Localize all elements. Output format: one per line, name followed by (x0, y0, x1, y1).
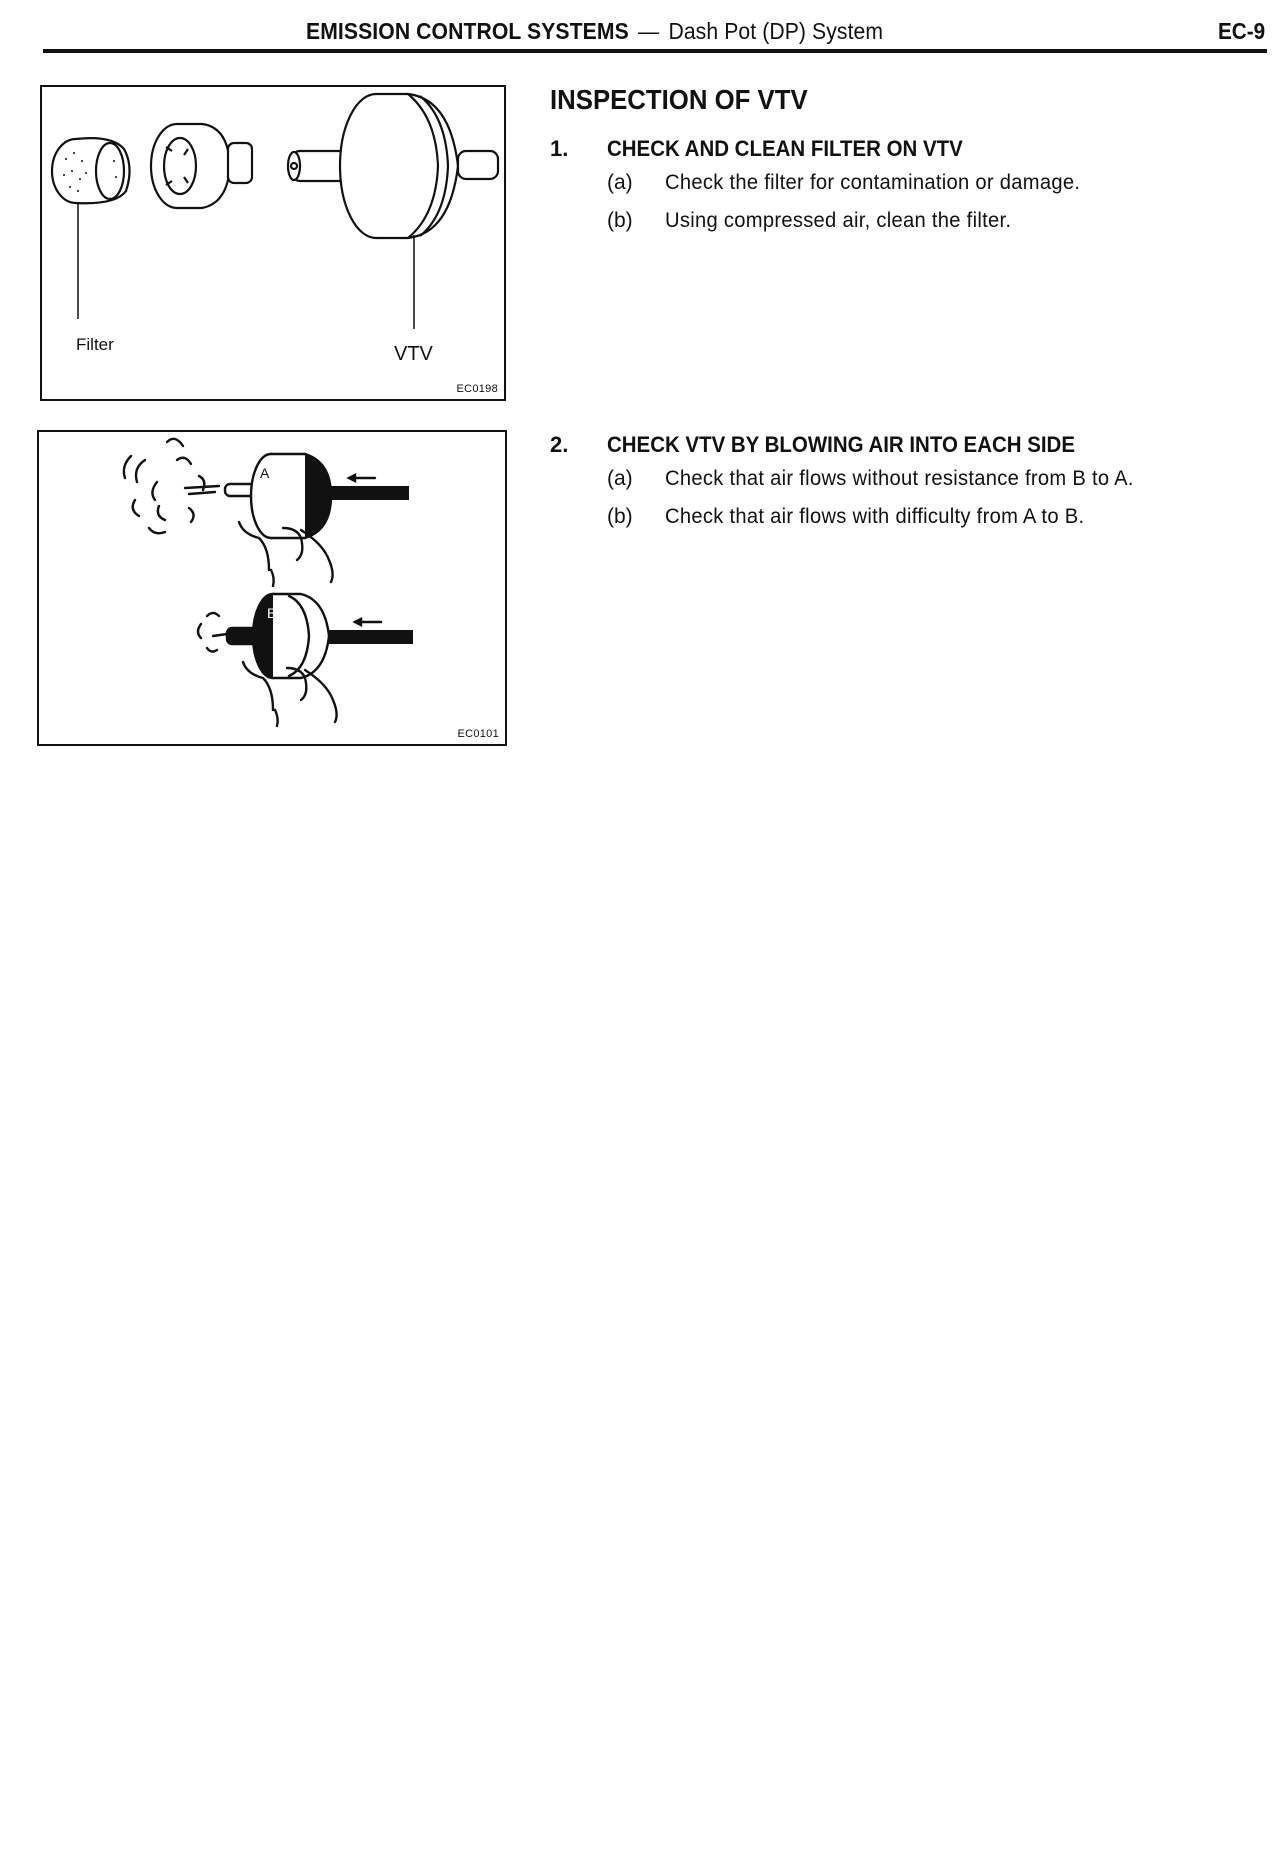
substep-text: Using compressed air, clean the filter. (665, 209, 1012, 232)
figure-filter-vtv (40, 85, 506, 401)
header-section: EMISSION CONTROL SYSTEMS (306, 18, 629, 44)
step-1 (550, 136, 1270, 240)
header-rule (43, 49, 1267, 53)
step-title: CHECK VTV BY BLOWING AIR INTO EACH SIDE (607, 432, 1075, 457)
side-a-label: A (260, 465, 270, 481)
substep (607, 202, 1270, 240)
step-number: 2. (550, 432, 569, 457)
blow-test-illustration (39, 432, 505, 744)
substep-text: Check the filter for contamination or damage. (665, 171, 1081, 194)
substep (607, 164, 1270, 202)
header-title (306, 18, 883, 45)
substep-text: Check that air flows without resistance from B to A. (665, 467, 1134, 490)
header-separator: — (637, 18, 660, 44)
header-subsection: Dash Pot (DP) System (668, 18, 884, 44)
substep (607, 460, 1270, 498)
substep-text: Check that air flows with difficulty from A to B. (665, 505, 1085, 528)
page-number: EC-9 (1218, 18, 1266, 44)
step-number: 1. (550, 136, 569, 161)
page-header (0, 0, 1280, 56)
step-heading (550, 432, 1270, 458)
figure-code: EC0101 (457, 728, 499, 740)
figure-code: EC0198 (456, 383, 498, 395)
filter-label: Filter (76, 335, 114, 354)
substep-letter: (b) (607, 209, 633, 232)
step-title: CHECK AND CLEAN FILTER ON VTV (607, 136, 963, 161)
substep-letter: (b) (607, 505, 633, 528)
substep-letter: (a) (607, 171, 633, 194)
substep (607, 498, 1270, 536)
substep-letter: (a) (607, 467, 633, 490)
side-b-label: B (267, 605, 277, 621)
inspection-content (550, 84, 1270, 528)
vtv-label: VTV (394, 343, 433, 365)
figure-blow-test (37, 430, 507, 746)
step-2 (550, 432, 1270, 536)
step-heading (550, 136, 1270, 162)
section-title: INSPECTION OF VTV (550, 84, 808, 115)
